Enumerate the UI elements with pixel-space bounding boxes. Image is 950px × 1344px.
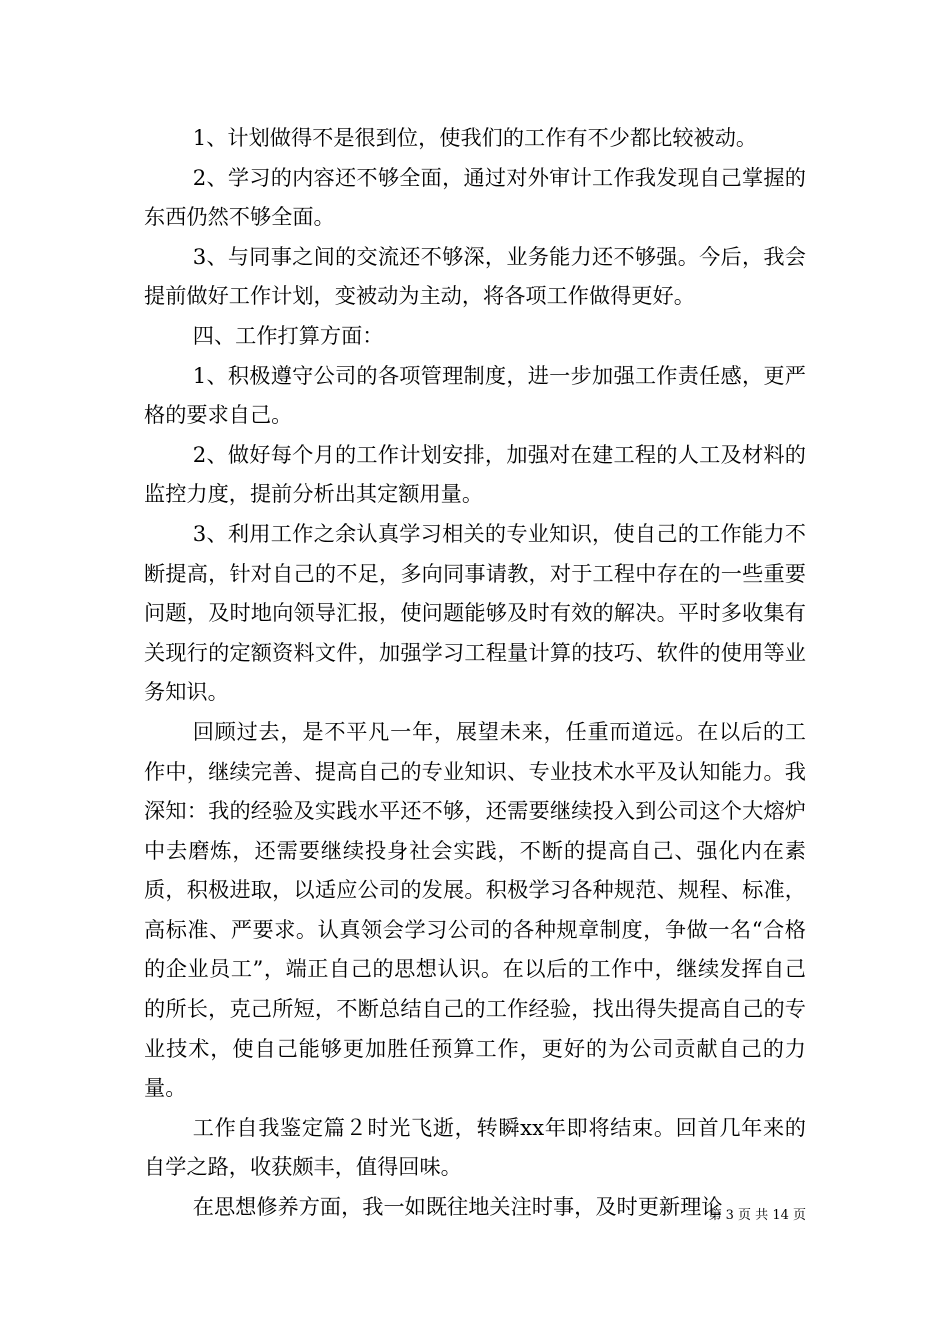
paragraph-plan-item-2: 2、做好每个月的工作计划安排，加强对在建工程的人工及材料的监控力度，提前分析出其定额用量。 [144,441,806,507]
paragraph-ideology: 在思想修养方面，我一如既往地关注时事，及时更新理论 [192,1194,723,1220]
paragraph-plan-item-1: 1、积极遵守公司的各项管理制度，进一步加强工作责任感，更严格的要求自己。 [144,362,806,428]
paragraph-plan-issue: 1、计划做得不是很到位，使我们的工作有不少都比较被动。 [192,125,758,150]
document-body [144,118,806,1227]
paragraph-plan-item-3: 3、利用工作之余认真学习相关的专业知识，使自己的工作能力不断提高，针对自己的不足，多向同事请教，对于工程中存在的一些重要问题，及时地向领导汇报，使问题能够及时有效的解决。平时多收集有关现行的定额资料文件，加强学习工程量计算的技巧、软件的使用等业务知识。 [144,520,806,705]
paragraph-self-evaluation-2: 工作自我鉴定篇２时光飞逝，转瞬xx年即将结束。回首几年来的自学之路，收获颇丰，值得回味。 [144,1114,806,1180]
page-number: 第 3 页 共 14 页 [708,1208,806,1223]
paragraph-communication-issue: 3、与同事之间的交流还不够深，业务能力还不够强。今后，我会提前做好工作计划，变被动为主动，将各项工作做得更好。 [144,243,806,309]
section-heading-work-plan: 四、工作打算方面： [192,322,384,348]
paragraph-review: 回顾过去，是不平凡一年，展望未来，任重而道远。在以后的工作中，继续完善、提高自己的专业知识、专业技术水平及认知能力。我深知：我的经验及实践水平还不够，还需要继续投入到公司这个大熔炉中去磨炼，还需要继续投身社会实践，不断的提高自己、强化内在素质，积极进取，以适应公司的发展。积极学习各种规范、规程、标准，高标准、严要求。认真领会学习公司的各种规章制度，争做一名“合格的企业员工”，端正自己的思想认识。在以后的工作中，继续发挥自己的所长，克己所短，不断总结自己的工作经验，找出得失提高自己的专业技术，使自己能够更加胜任预算工作，更好的为公司贡献自己的力量。 [144,718,806,1101]
paragraph-study-issue: 2、学习的内容还不够全面，通过对外审计工作我发现自己掌握的东西仍然不够全面。 [144,164,806,230]
